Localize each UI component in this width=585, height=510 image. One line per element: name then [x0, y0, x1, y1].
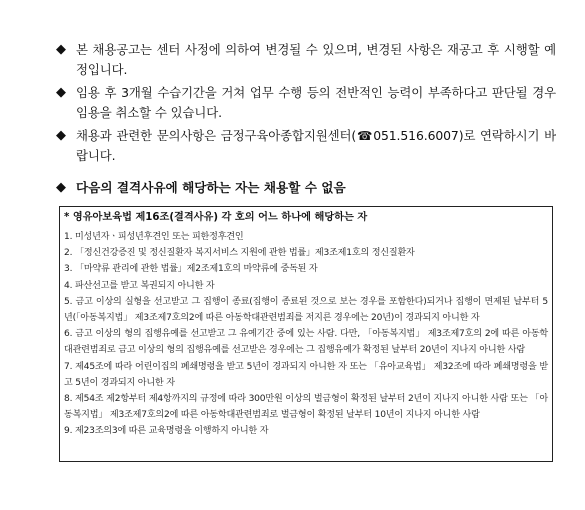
disqualification-item: 6. 금고 이상의 형의 집행유예를 선고받고 그 유예기간 중에 있는 사람. 다만, 「아동복지법」 제3조제7호의 2에 따른 아동학대관련범죄로 금고 이상의 형의 집행유예를 선고받은 경우에는 그 집행유예가 확정된 날부터 20년이 지나지 아니한 사람	[64, 329, 548, 356]
notice-text: 채용과 관련한 문의사항은 금정구육아종합지원센터(☎051.516.6007)로 연락하시기 바랍니다.	[76, 128, 556, 163]
disqualification-item: 2. 「정신건강증진 및 정신질환자 복지서비스 지원에 관한 법률」제3조제1호의 정신질환자	[64, 248, 415, 259]
disqualification-box	[59, 206, 553, 462]
notice-text: 본 채용공고는 센터 사정에 의하여 변경될 수 있으며, 변경된 사항은 재공고 후 시행할 예정입니다.	[76, 42, 556, 77]
notice-item	[56, 83, 556, 123]
notice-item	[56, 126, 556, 166]
box-title: * 영유아보육법 제16조(결격사유) 각 호의 어느 하나에 해당하는 자	[64, 212, 368, 223]
disqualification-item: 5. 금고 이상의 실형을 선고받고 그 집행이 종료(집행이 종료된 것으로 보는 경우를 포함한다)되거나 집행이 면제된 날부터 5년(「아동복지법」 제3조제7호의2에 따른 아동학대관련범죄를 저지른 경우에는 20년)이 경과되지 아니한 자	[64, 296, 548, 324]
disqualification-item: 9. 제23조의3에 따른 교육명령을 이행하지 아니한 자	[64, 426, 269, 437]
diamond-bullet-icon: ◆	[56, 85, 66, 100]
disqualification-item: 1. 미성년자ㆍ피성년후견인 또는 피한정후견인	[64, 232, 244, 242]
notice-item	[56, 40, 556, 80]
disqualification-heading-text: 다음의 결격사유에 해당하는 자는 채용할 수 없음	[76, 180, 346, 195]
disqualification-item: 7. 제45조에 따라 어린이집의 폐쇄명령을 받고 5년이 경과되지 아니한 자 또는 「유아교육법」 제32조에 따라 폐쇄명령을 받고 5년이 경과되지 아니한 자	[64, 361, 548, 388]
diamond-bullet-icon: ◆	[56, 180, 66, 195]
diamond-bullet-icon: ◆	[56, 42, 66, 57]
disqualification-item: 3. 「마약류 관리에 관한 법률」제2조제1호의 마약류에 중독된 자	[64, 264, 318, 275]
diamond-bullet-icon: ◆	[56, 128, 66, 143]
disqualification-item: 4. 파산선고를 받고 복권되지 아니한 자	[64, 280, 215, 291]
disqualification-item: 8. 제54조 제2항부터 제4항까지의 규정에 따라 300만원 이상의 벌금형이 확정된 날부터 2년이 지나지 아니한 사람 또는 「아동복지법」 제3조제7호의2에 따른 아동학대관련범죄로 벌금형이 확정된 날부터 10년이 지나지 아니한 사람	[64, 394, 548, 421]
notice-text: 임용 후 3개월 수습기간을 거쳐 업무 수행 등의 전반적인 능력이 부족하다고 판단될 경우 임용을 취소할 수 있습니다.	[76, 85, 556, 120]
disqualification-heading	[56, 178, 556, 198]
notice-list	[56, 40, 556, 169]
